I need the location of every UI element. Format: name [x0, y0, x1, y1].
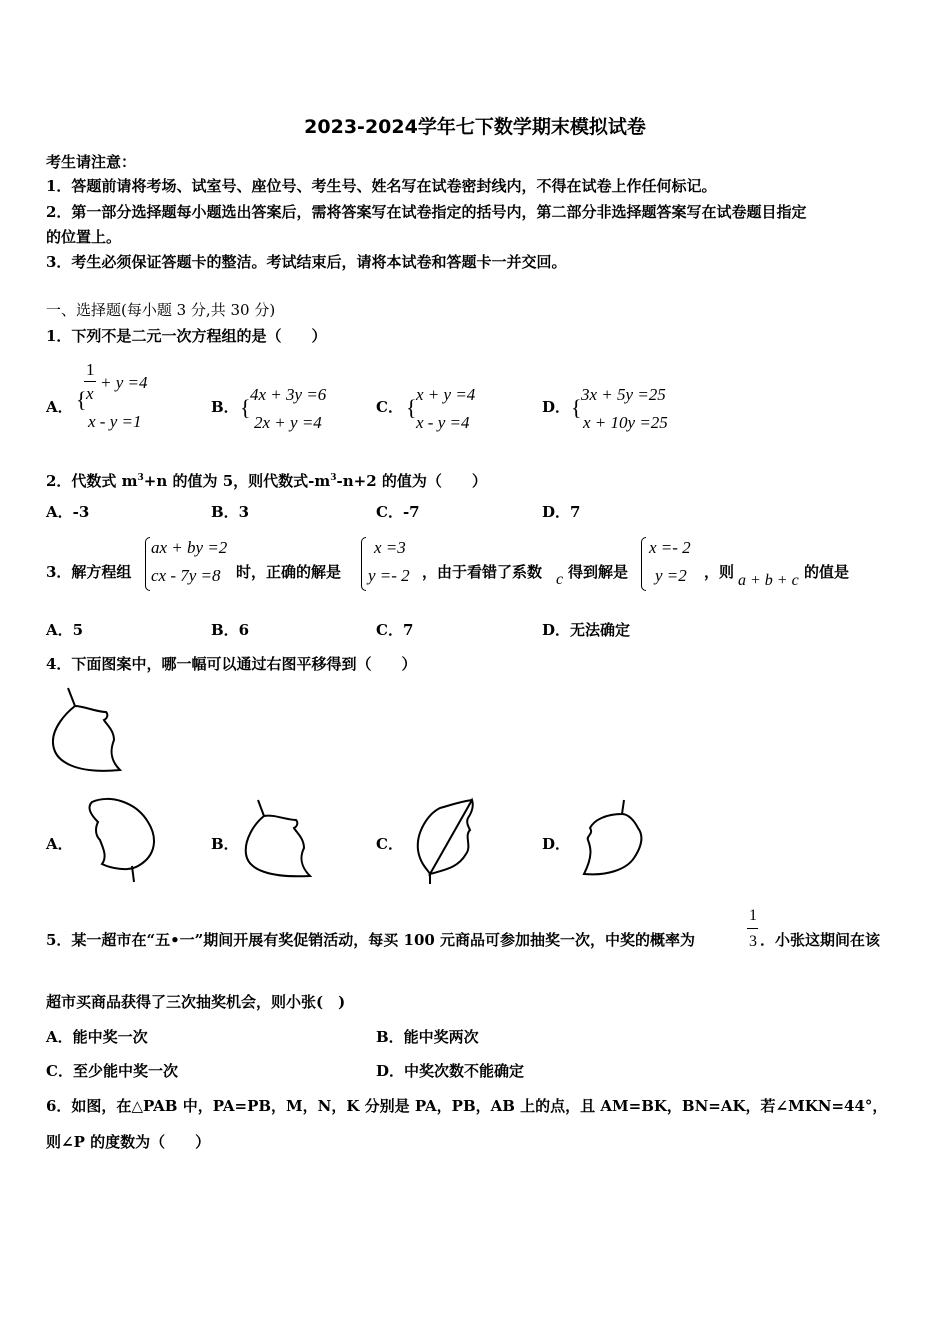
q3-option-d: D．无法确定 [542, 621, 631, 639]
q1-d-eq1: 3x + 5y =25 [581, 385, 666, 404]
q3-option-a: A．5 [46, 621, 84, 639]
q4-option-a-leaf-figure [80, 796, 160, 886]
q1-stem: 1．下列不是二元一次方程组的是（ ） [46, 327, 327, 345]
q5-option-d: D．中奖次数不能确定 [376, 1062, 525, 1080]
q6-stem-line2: 则∠P 的度数为（ ） [46, 1133, 211, 1151]
q4-option-c-leaf-figure [408, 798, 488, 884]
q5-probability-fraction-bar [747, 928, 758, 929]
q6-stem-line1: 6．如图，在△PAB 中，PA=PB，M，N，K 分别是 PA，PB，AB 上的点，且 AM=BK，BN=AK，若∠MKN=44°， [46, 1097, 888, 1115]
q3-option-c: C．7 [376, 621, 414, 639]
q2-stem-c: -n+2 的值为（ ） [336, 472, 487, 490]
q3-system3-eq2: y =2 [655, 566, 687, 585]
q1-option-b-label: B． [211, 398, 239, 416]
notice-item-2-cont: 的位置上。 [46, 228, 122, 246]
q5-option-c: C．至少能中奖一次 [46, 1062, 178, 1080]
q1-c-eq1: x + y =4 [416, 385, 476, 404]
q1-a-eq1-rest: + y =4 [100, 373, 148, 392]
q4-option-d-label: D． [542, 835, 571, 853]
q4-option-b-label: B． [211, 835, 239, 853]
q1-a-denominator: x [86, 384, 94, 403]
q3-text-5: 的值是 [804, 563, 850, 581]
q4-option-c-label: C． [376, 835, 403, 853]
q4-stem: 4．下面图案中，哪一幅可以通过右图平移得到（ ） [46, 655, 417, 673]
notice-item-2: 2．第一部分选择题每小题选出答案后，需将答案写在试卷指定的括号内，第二部分非选择题答案写在试卷题目指定 [46, 203, 807, 221]
q3-system1-eq1: ax + by =2 [151, 538, 228, 557]
reference-leaf-figure [48, 688, 128, 778]
q3-text-4: ，则 [704, 563, 735, 581]
q1-b-eq1: 4x + 3y =6 [250, 385, 327, 404]
q1-option-d-label: D． [542, 398, 571, 416]
q3-text-3: 得到解是 [568, 563, 629, 581]
q3-coefficient-c: c [556, 571, 564, 588]
q2-option-d: D．7 [542, 503, 581, 521]
q5-stem-line2: 超市买商品获得了三次抽奖机会，则小张( ) [46, 993, 346, 1011]
q1-c-eq2: x - y =4 [416, 413, 470, 432]
q1-a-eq2: x - y =1 [88, 412, 142, 431]
q2-option-c: C．-7 [376, 503, 420, 521]
q3-system1-eq2: cx - 7y =8 [151, 566, 221, 585]
q1-a-brace: { [76, 387, 87, 412]
q3-system1-bracket [145, 537, 150, 591]
section-heading: 一、选择题(每小题 3 分,共 30 分) [46, 301, 276, 319]
q2-option-b: B．3 [211, 503, 250, 521]
q1-a-numerator: 1 [86, 360, 95, 379]
q3-text-2: ，由于看错了系数 [422, 563, 543, 581]
q4-option-a-label: A． [46, 835, 73, 853]
q1-a-fraction-bar [84, 381, 96, 382]
notice-item-1: 1．答题前请将考场、试室号、座位号、考生号、姓名写在试卷密封线内，不得在试卷上作任何标记。 [46, 177, 717, 195]
q1-option-a-label: A． [46, 398, 73, 416]
q5-stem-line1-end: ．小张这期间在该 [760, 931, 881, 949]
q5-stem-line1: 5．某一超市在“五•一”期间开展有奖促销活动，每买 100 元商品可参加抽奖一次，中奖的概率为 [46, 931, 696, 949]
q1-b-eq2: 2x + y =4 [254, 413, 322, 432]
q3-system3-bracket [641, 537, 646, 591]
q2-exponent-1: 3 [137, 473, 144, 483]
q2-option-a: A．-3 [46, 503, 90, 521]
q2-exponent-2: 3 [330, 473, 337, 483]
q3-text-1: 时，正确的解是 [236, 563, 342, 581]
q3-expression: a + b + c [738, 572, 799, 589]
q3-lead: 3．解方程组 [46, 563, 132, 581]
q1-d-brace: { [571, 395, 582, 420]
q5-probability-numerator: 1 [749, 907, 757, 924]
q2-stem-b: +n 的值为 5，则代数式-m [143, 472, 331, 490]
q3-option-b: B．6 [211, 621, 250, 639]
q5-probability-denominator: 3 [749, 933, 757, 950]
q2-stem [46, 468, 487, 491]
q4-option-b-leaf-figure [240, 798, 320, 884]
exam-title: 2023-2024学年七下数学期末模拟试卷 [304, 116, 646, 138]
q3-system2-bracket [361, 537, 366, 591]
q2-stem-a: 2．代数式 m [46, 472, 138, 490]
q5-option-a: A．能中奖一次 [46, 1028, 148, 1046]
q3-system3-eq1: x =- 2 [649, 538, 691, 557]
q1-c-brace: { [406, 395, 417, 420]
notice-heading: 考生请注意： [46, 153, 137, 171]
q1-b-brace: { [240, 395, 251, 420]
q5-option-b: B．能中奖两次 [376, 1028, 479, 1046]
q1-option-c-label: C． [376, 398, 403, 416]
q4-option-d-leaf-figure [576, 798, 648, 880]
q3-system2-eq1: x =3 [374, 538, 406, 557]
q1-d-eq2: x + 10y =25 [583, 413, 668, 432]
notice-item-3: 3．考生必须保证答题卡的整洁。考试结束后，请将本试卷和答题卡一并交回。 [46, 253, 567, 271]
q3-system2-eq2: y =- 2 [368, 566, 410, 585]
